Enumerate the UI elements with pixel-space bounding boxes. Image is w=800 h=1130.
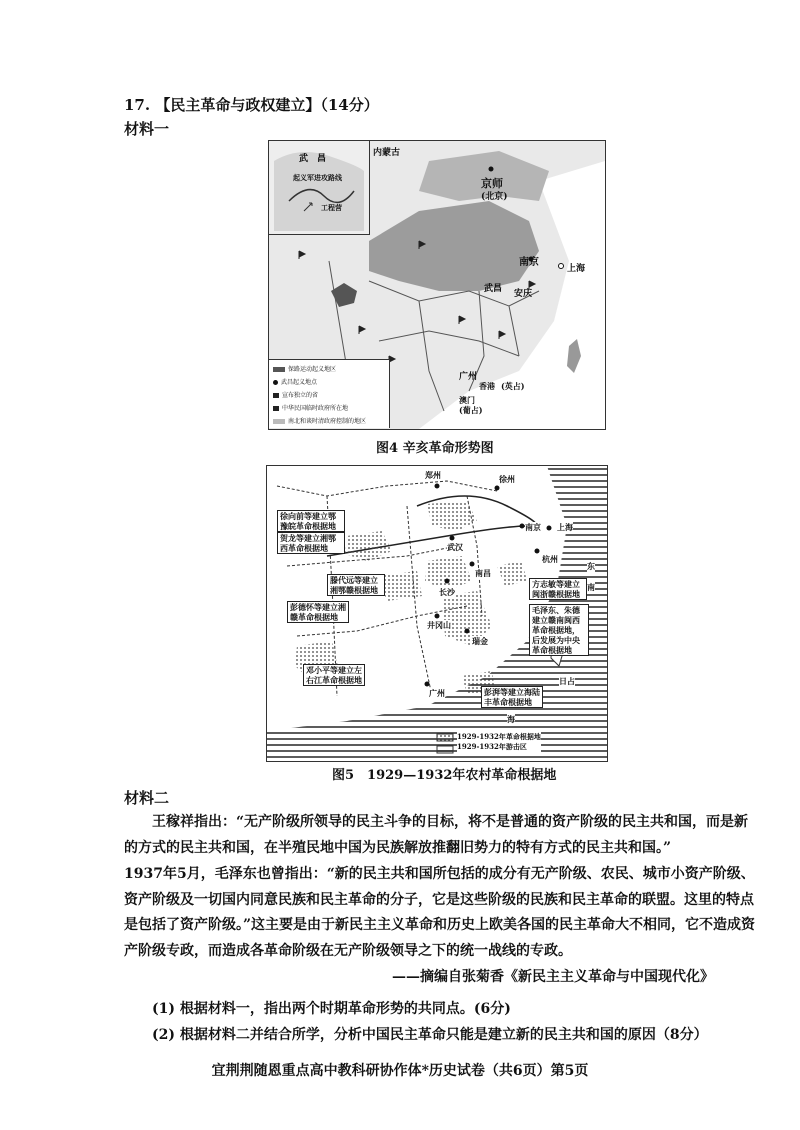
material-2-label: 材料二 [124, 789, 170, 807]
label-puzhan: (葡占) [459, 405, 483, 415]
callout-hailufeng: 彭湃等建立海陆丰革命根据地 [481, 686, 543, 708]
label-wuhan: 武汉 [447, 542, 463, 552]
material-1-label: 材料一 [124, 120, 170, 138]
legend2-item: 1929-1932年游击区 [457, 742, 527, 751]
label-changsha: 长沙 [439, 587, 455, 597]
xinhai-revolution-map [268, 140, 606, 430]
figure-5-caption: 图5 1929—1932年农村革命根据地 [332, 768, 557, 783]
legend1-item [273, 390, 318, 399]
inset-route-label: 起义军进攻路线 [293, 173, 342, 182]
callout-zhongyang: 毛泽东、朱德建立赣南闽西革命根据地，后发展为中央革命根据地 [529, 604, 589, 656]
callout-xianggan: 彭德怀等建立湘赣革命根据地 [287, 601, 349, 623]
legend2-item: 1929-1932年革命根据地 [457, 732, 541, 741]
legend1-label: 武昌起义地点 [281, 379, 318, 386]
label-hangzhou: 杭州 [542, 554, 558, 564]
map1-legend [269, 359, 390, 428]
legend1-swatch [273, 393, 279, 398]
label-yingzhan: (英占) [501, 381, 525, 391]
callout-xiangexi: 贺龙等建立湘鄂西革命根据地 [277, 532, 345, 554]
legend1-swatch [273, 380, 278, 385]
question-title: 17. 【民主革命与政权建立】（14分） [124, 96, 379, 114]
callout-zuoyoujiang: 邓小平等建立左右江革命根据地 [303, 664, 365, 686]
label-dong: 东 [587, 561, 595, 571]
label-ruijin: 瑞金 [472, 636, 488, 646]
inset-title: 武 昌 [299, 154, 327, 164]
sub-question-2: (2) 根据材料二并结合所学，分析中国民主革命只能是建立新的民主共和国的原因（8分） [152, 1027, 708, 1043]
label-shanghai: 上海 [567, 264, 586, 274]
figure-4-caption: 图4 辛亥革命形势图 [376, 441, 494, 456]
label-hai: 海 [507, 714, 515, 724]
label-guangzhou2: 广州 [429, 688, 445, 698]
sub-question-1: (1) 根据材料一，指出两个时期革命形势的共同点。(6分) [152, 1001, 511, 1017]
label-jinggangshan: 井冈山 [427, 620, 451, 630]
label-rizhan: 日占 [559, 676, 575, 686]
label-neimenggu: 内蒙古 [373, 148, 401, 158]
label-aomen: 澳门 [459, 395, 475, 405]
callout-minzhegan: 方志敏等建立闽浙赣根据地 [529, 578, 587, 600]
label-nanjing: 南京 [519, 257, 539, 268]
label-wuchang: 武昌 [484, 284, 503, 294]
legend1-item [273, 416, 366, 425]
label-zhengzhou: 郑州 [425, 470, 441, 480]
legend1-label: 南北和谈时清政府控制的地区 [288, 418, 367, 425]
label-nan: 南 [587, 582, 595, 592]
label-shanghai2: 上海 [557, 522, 573, 532]
legend1-swatch [273, 406, 279, 411]
legend1-item [273, 403, 348, 412]
label-anqing: 安庆 [514, 289, 533, 299]
map2-legend [457, 732, 541, 752]
legend1-item [273, 377, 317, 386]
label-xuzhou: 徐州 [499, 474, 515, 484]
legend1-swatch [273, 419, 285, 424]
label-nanchang: 南昌 [475, 568, 491, 578]
legend1-label: 宣布独立的省 [282, 392, 319, 399]
material-2-source: ——摘编自张菊香《新民主主义革命与中国现代化》 [392, 969, 714, 985]
label-beijing: (北京) [481, 192, 508, 202]
material-2-paragraph-1: 王稼祥指出：“无产阶级所领导的民主斗争的目标，将不是普通的资产阶级的民主共和国，而是新的方式的民主共和国，在半殖民地中国为民族解放推翻旧势力的特有方式的民主共和国。” [124, 814, 749, 856]
label-guangzhou: 广州 [459, 372, 478, 382]
legend1-label: 保路运动起义地区 [288, 366, 337, 373]
rural-base-areas-map [266, 465, 608, 762]
wuchang-inset-map [269, 141, 370, 235]
callout-eyuwan: 徐向前等建立鄂豫皖革命根据地 [277, 510, 345, 532]
legend1-swatch [273, 367, 285, 372]
material-2-paragraph-2: 1937年5月，毛泽东也曾指出：“新的民主共和国所包括的成分有无产阶级、农民、城市小资产阶级、资产阶级及一切国内同意民族和民主革命的分子，它是这些阶级的民族和民主革命的联盟。这里的特点是包括了资产阶级。”这主要是由于新民主主义革命和历史上欧美各国的民主革命大不相同，它不造成资产阶级专政，而造成各革命阶级在无产阶级领导之下的统一战线的专政。 [124, 866, 756, 959]
label-xianggang: 香港 [479, 381, 495, 391]
label-jingshi: 京师 [481, 177, 503, 190]
legend1-label: 中华民国临时政府所在地 [282, 405, 349, 412]
page-footer: 宜荆荆随恩重点高中教科研协作体*历史试卷（共6页）第5页 [211, 1063, 589, 1079]
callout-xiangegan: 滕代远等建立湘鄂赣根据地 [327, 574, 385, 596]
legend1-item [273, 364, 336, 373]
inset-engineer-label: 工程营 [321, 203, 342, 212]
label-nanjing2: 南京 [525, 522, 541, 532]
